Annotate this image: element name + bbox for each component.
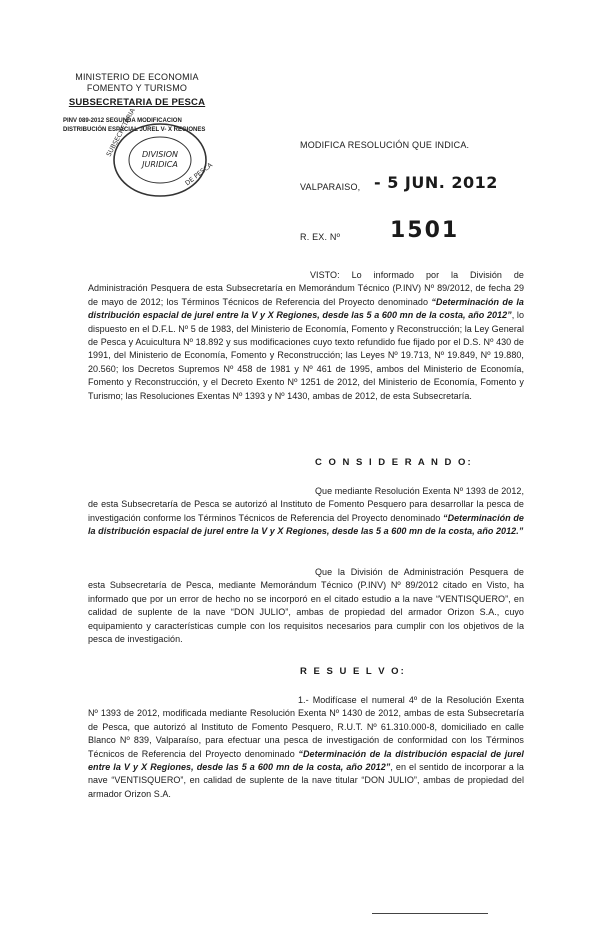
resuelvo-title: R E S U E L V O:: [300, 666, 406, 677]
stamp-center-line-2: JURIDICA: [142, 160, 178, 169]
considerando-1-project-name: “Determinación de la distribución espacial de jurel entre la V y X Regiones, desde las 5 a 600 mn de la costa, año 2012.”: [88, 512, 524, 537]
stamp-ring-left: SUBSECRETARIA: [104, 107, 137, 158]
visto-text-2: , lo dispuesto en el D.F.L. Nº 5 de 1983, del Ministerio de Economía, Fomento y Reconstrucción; la Ley General de Pesca y Acuicultura Nº 18.892 y sus modificaciones cuyo texto refundido fue fijado por el D.S. Nº 430 de 1991, del Ministerio de Economía, Fomento y Reconstrucción; las Leyes Nº 19.713, Nº 19.849, Nº 19.880, 20.560; los Decretos Supremos Nº 458 de 1981 y Nº 461 de 1995, ambos del Ministerio de Economía, Fomento y Reconstrucción, y el Decreto Exento Nº 1251 de 2012, del Ministerio de Economía, Fomento y Turismo; las Resoluciones Exentas Nº 1393 y Nº 1430, ambas de 2012, de esta Subsecretaría.: [88, 310, 524, 401]
subject-line: MODIFICA RESOLUCIÓN QUE INDICA.: [300, 140, 470, 150]
stamp-ring-right: DE PESCA: [183, 161, 214, 188]
date-stamp: - 5 JUN. 2012: [374, 173, 498, 192]
considerando-2-text: Que la División de Administración Pesquera de esta Subsecretaría de Pesca, mediante Memorándum Técnico (P.INV) Nº 89/2012 citado en Visto, ha informado que por un error de hecho no se incorporó en el citado estudio a la nave “VENTISQUERO”, en calidad de suplente de la nave “DON JULIO”, ambas de propiedad del armador Orizon S.A., cuyo equipamiento y características cumple con los requisitos necesarios para cumplir con los objetivos de la pesca de investigación.: [88, 567, 524, 645]
subsecretaria-title: SUBSECRETARIA DE PESCA: [68, 97, 206, 108]
resuelvo-1-project-name: “Determinación de la distribución espacial de jurel entre la V y X Regiones, desde las 5 a 600 mn de la costa, año 2012”: [88, 748, 524, 773]
considerando-1-text: Que mediante Resolución Exenta Nº 1393 de 2012, de esta Subsecretaría de Pesca se autorizó al Instituto de Fomento Pesquero para desarrollar la pesca de investigación conforme los Términos Técnicos de Referencia del Proyecto denominado: [88, 486, 524, 523]
resuelvo-1-text-2: , en el sentido de incorporar a la nave “VENTISQUERO”, en calidad de suplente de la nave titular “DON JULIO”, ambas de propiedad del armador Orizon S.A.: [88, 762, 524, 799]
stamp-center-line-1: DIVISION: [141, 150, 179, 159]
reference-line-2: DISTRIBUCIÓN ESPACIAL JUREL V- X REGIONES: [63, 127, 206, 133]
resuelvo-paragraph-1: [88, 694, 524, 801]
visto-text-1: Lo informado por la División de Administración Pesquera de esta Subsecretaría en Memorándum Técnico (P.INV) Nº 89/2012, de fecha 29 de mayo de 2012; los Términos Técnicos de Referencia del Proyecto denominado: [88, 270, 524, 307]
considerando-paragraph-2: [88, 566, 524, 646]
considerando-paragraph-1: [88, 485, 524, 539]
visto-project-name: “Determinación de la distribución espacial de jurel entre la V y X Regiones, desde las 5 a 600 mn de la costa, año 2012”: [88, 296, 524, 321]
ministry-line-1: MINISTERIO DE ECONOMIA: [75, 72, 199, 82]
signature-line: [372, 913, 488, 914]
place-label: VALPARAISO,: [300, 182, 361, 192]
visto-paragraph: [88, 269, 524, 403]
reference-line-1: PINV 089-2012 SEGUNDA MODIFICACION: [63, 118, 182, 124]
ministry-line-2: FOMENTO Y TURISMO: [86, 83, 188, 93]
visto-lead: VISTO:: [310, 270, 340, 280]
rex-number: 1501: [390, 218, 460, 243]
letterhead: [62, 72, 212, 108]
rex-label: R. EX. Nº: [300, 232, 341, 242]
resuelvo-1-text: 1.- Modifícase el numeral 4º de la Resolución Exenta Nº 1393 de 2012, modificada mediante Resolución Exenta Nº 1430 de 2012, ambas de esta Subsecretaría de Pesca, que autorizó al Instituto de Fomento Pesquero, R.U.T. Nº 61.310.000-8, domiciliado en calle Blanco Nº 839, Valparaíso, para efectuar una pesca de investigación de conformidad con los Términos Técnicos de Referencia del Proyecto denominado: [88, 695, 524, 759]
considerando-title: C O N S I D E R A N D O:: [315, 457, 473, 468]
